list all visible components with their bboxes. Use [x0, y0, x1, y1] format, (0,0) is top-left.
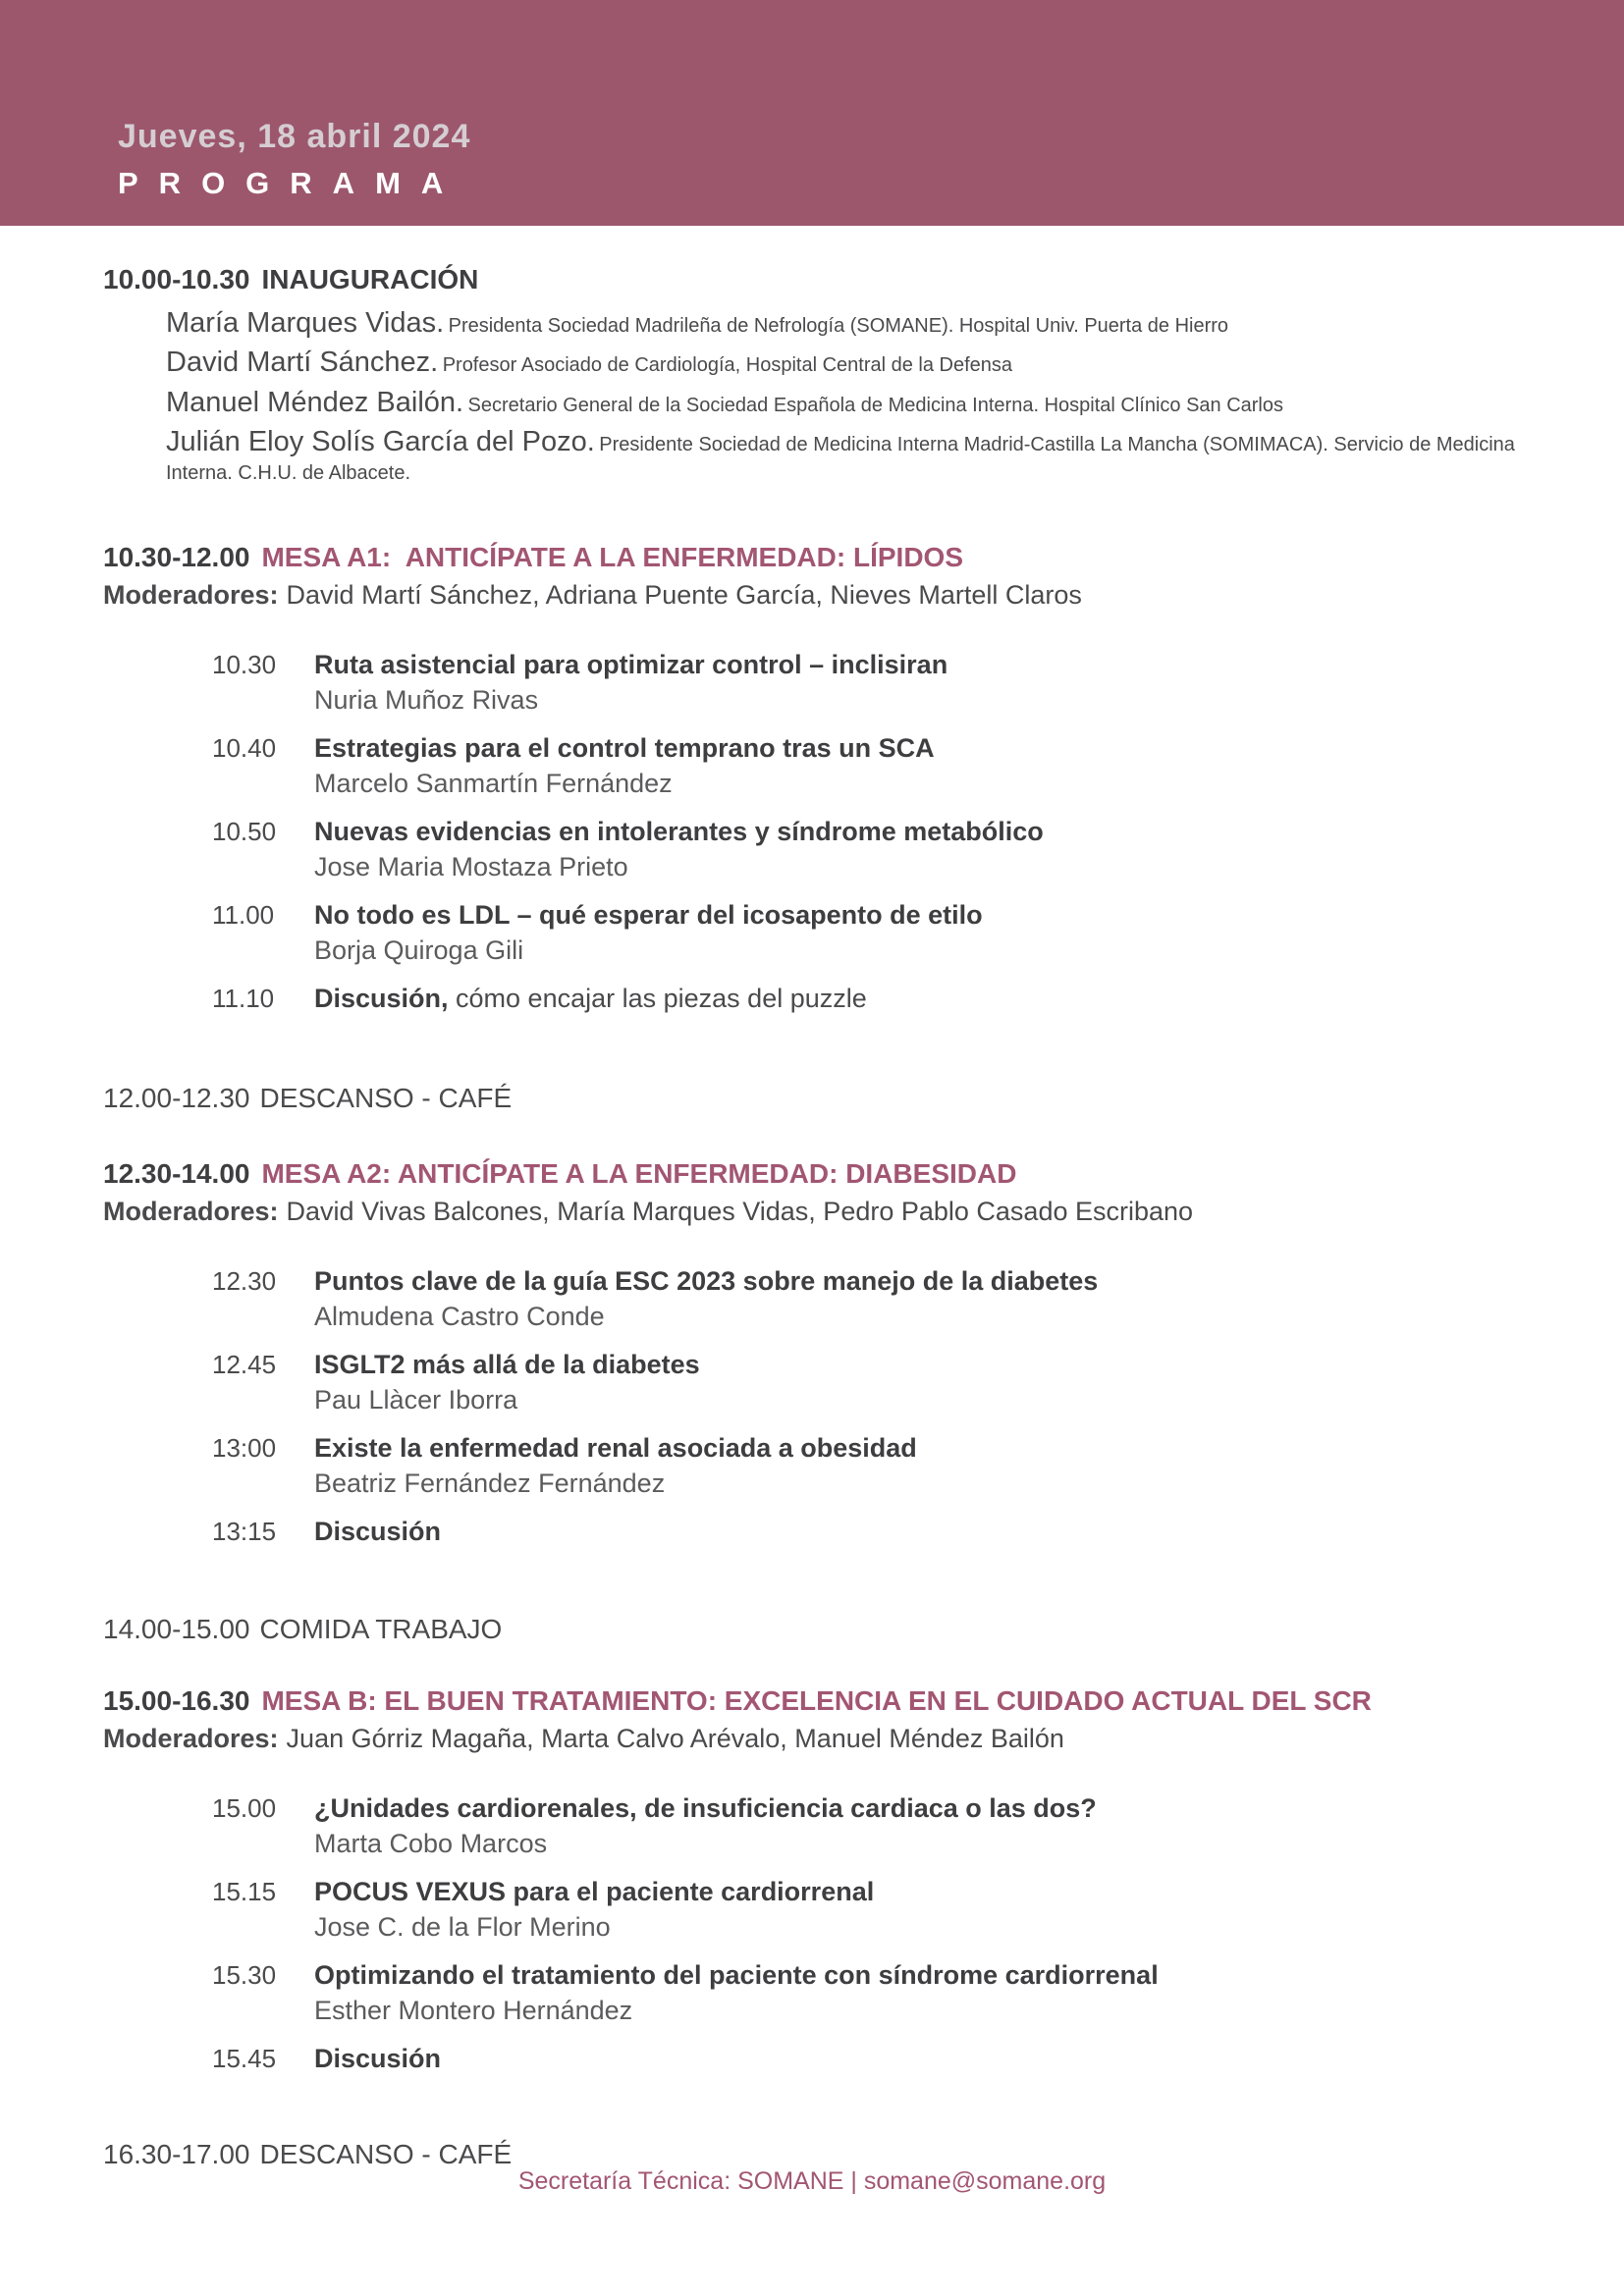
talk-speaker: Pau Llàcer Iborra — [314, 1385, 518, 1415]
talk-speaker: Marcelo Sanmartín Fernández — [314, 769, 673, 799]
talk-speaker: Esther Montero Hernández — [314, 1996, 633, 2026]
talk-title-bold: Discusión, — [314, 984, 449, 1014]
moderators-names: David Martí Sánchez, Adriana Puente García, Nieves Martell Claros — [286, 580, 1082, 611]
talk-time: 10.30 — [212, 650, 277, 680]
page-header-banner — [0, 0, 1624, 226]
talk-title: Optimizando el tratamiento del paciente con síndrome cardiorrenal — [314, 1960, 1159, 1991]
person-name: Julián Eloy Solís García del Pozo. — [166, 425, 595, 457]
moderators-names: David Vivas Balcones, María Marques Vidas, Pedro Pablo Casado Escribano — [286, 1197, 1194, 1227]
person-name: Manuel Méndez Bailón. — [166, 386, 464, 418]
page-footer — [0, 2167, 1624, 2196]
talk-speaker: Jose Maria Mostaza Prieto — [314, 852, 628, 882]
talk-title-rest: cómo encajar las piezas del puzzle — [448, 984, 867, 1014]
break-descanso-1 — [103, 1082, 1542, 1114]
talk-item — [212, 899, 1542, 967]
section-mesa-a2 — [103, 1157, 1542, 1548]
talk-item — [212, 1959, 1542, 2027]
moderators-label: Moderadores: — [103, 1197, 279, 1227]
talk-title: No todo es LDL – qué esperar del icosapento de etilo — [314, 900, 983, 931]
talk-speaker: Almudena Castro Conde — [314, 1302, 605, 1332]
person-name: David Martí Sánchez. — [166, 347, 439, 379]
break-time: 14.00-15.00 — [103, 1614, 250, 1645]
talk-time: 15.15 — [212, 1877, 277, 1907]
moderators-label: Moderadores: — [103, 580, 279, 611]
talk-title: POCUS VEXUS para el paciente cardiorrenal — [314, 1877, 875, 1907]
talk-time: 10.40 — [212, 733, 277, 764]
talk-time: 13:00 — [212, 1433, 277, 1464]
session-title: MESA A1: ANTICÍPATE A LA ENFERMEDAD: LÍPIDOS — [261, 542, 963, 573]
person-role: Profesor Asociado de Cardiología, Hospital Central de la Defensa — [442, 354, 1013, 377]
session-time: 15.00-16.30 — [103, 1685, 250, 1717]
talk-speaker: Marta Cobo Marcos — [314, 1829, 548, 1859]
mesa-a1-moderators — [103, 578, 1542, 612]
section-mesa-b — [103, 1684, 1542, 2075]
talk-speaker: Nuria Muñoz Rivas — [314, 685, 539, 716]
mesa-a1-talks — [212, 649, 1542, 1015]
talk-title — [314, 983, 1542, 1015]
talk-time: 10.50 — [212, 817, 277, 847]
person-role: Presidenta Sociedad Madrileña de Nefrología (SOMANE). Hospital Univ. Puerta de Hierro — [448, 315, 1229, 337]
person-line — [166, 423, 1542, 487]
section-inauguracion — [103, 263, 1542, 486]
person-line — [166, 344, 1542, 381]
session-time: 12.30-14.00 — [103, 1158, 250, 1190]
mesa-a2-talks — [212, 1265, 1542, 1548]
talk-title: Discusión — [314, 1517, 442, 1547]
talk-time: 15.30 — [212, 1960, 277, 1991]
mesa-a1-heading — [103, 541, 1542, 574]
break-label: COMIDA TRABAJO — [259, 1614, 503, 1645]
talk-title: Nuevas evidencias en intolerantes y síndrome metabólico — [314, 817, 1044, 847]
talk-item — [212, 1516, 1542, 1548]
talk-title: Existe la enfermedad renal asociada a obesidad — [314, 1433, 917, 1464]
talk-time: 12.30 — [212, 1266, 277, 1297]
talk-time: 11.00 — [212, 900, 275, 931]
talk-speaker: Beatriz Fernández Fernández — [314, 1468, 666, 1499]
talk-item — [212, 816, 1542, 883]
talk-time: 15.45 — [212, 2044, 277, 2074]
session-title: MESA A2: ANTICÍPATE A LA ENFERMEDAD: DIABESIDAD — [261, 1158, 1017, 1190]
mesa-a2-heading — [103, 1157, 1542, 1191]
talk-item — [212, 649, 1542, 717]
header-date: Jueves, 18 abril 2024 — [118, 118, 471, 156]
session-time: 10.30-12.00 — [103, 542, 250, 573]
talk-title: ¿Unidades cardiorenales, de insuficiencia cardiaca o las dos? — [314, 1793, 1097, 1824]
break-descanso-2 — [103, 2138, 1542, 2170]
mesa-a2-moderators — [103, 1195, 1542, 1228]
break-label: DESCANSO - CAFÉ — [259, 1083, 513, 1114]
break-comida — [103, 1613, 1542, 1645]
person-line — [166, 384, 1542, 421]
talk-time: 11.10 — [212, 984, 275, 1014]
session-title: INAUGURACIÓN — [261, 264, 479, 294]
inauguracion-heading — [103, 263, 1542, 296]
talk-item — [212, 2043, 1542, 2075]
mesa-b-moderators — [103, 1722, 1542, 1755]
talk-time: 15.00 — [212, 1793, 277, 1824]
program-content — [0, 263, 1624, 2170]
person-role: Presidente Sociedad de Medicina Interna Madrid-Castilla La Mancha (SOMIMACA). Servicio de Medicina Interna. C.H.U. de Albacete. — [166, 433, 1515, 485]
moderators-label: Moderadores: — [103, 1724, 279, 1754]
talk-title: Ruta asistencial para optimizar control – inclisiran — [314, 650, 948, 680]
break-label: DESCANSO - CAFÉ — [259, 2139, 513, 2170]
talk-time: 13:15 — [212, 1517, 277, 1547]
person-role: Secretario General de la Sociedad Española de Medicina Interna. Hospital Clínico San Carlos — [467, 394, 1283, 416]
page-title: PROGRAMA — [118, 165, 464, 200]
session-title: MESA B: EL BUEN TRATAMIENTO: EXCELENCIA EN EL CUIDADO ACTUAL DEL SCR — [261, 1685, 1372, 1717]
section-mesa-a1 — [103, 541, 1542, 1015]
talk-speaker: Borja Quiroga Gili — [314, 935, 524, 966]
person-name: María Marques Vidas. — [166, 307, 445, 339]
talk-speaker: Jose C. de la Flor Merino — [314, 1912, 611, 1943]
talk-time: 12.45 — [212, 1350, 277, 1380]
footer-text: Secretaría Técnica: SOMANE | somane@somane.org — [517, 2167, 1107, 2195]
talk-item — [212, 732, 1542, 800]
talk-item — [212, 1432, 1542, 1500]
inauguracion-people — [166, 304, 1542, 486]
talk-item — [212, 1792, 1542, 1860]
talk-title: Estrategias para el control temprano tras un SCA — [314, 733, 935, 764]
break-time: 16.30-17.00 — [103, 2139, 250, 2170]
talk-item — [212, 1265, 1542, 1333]
mesa-b-talks — [212, 1792, 1542, 2075]
talk-title: Discusión — [314, 2044, 442, 2074]
talk-title: Puntos clave de la guía ESC 2023 sobre manejo de la diabetes — [314, 1266, 1099, 1297]
talk-item — [212, 983, 1542, 1015]
break-time: 12.00-12.30 — [103, 1083, 250, 1114]
moderators-names: Juan Górriz Magaña, Marta Calvo Arévalo, Manuel Méndez Bailón — [286, 1724, 1064, 1754]
talk-title: ISGLT2 más allá de la diabetes — [314, 1350, 700, 1380]
person-line — [166, 304, 1542, 342]
talk-item — [212, 1349, 1542, 1416]
talk-item — [212, 1876, 1542, 1944]
mesa-b-heading — [103, 1684, 1542, 1718]
session-time: 10.00-10.30 — [103, 264, 250, 294]
